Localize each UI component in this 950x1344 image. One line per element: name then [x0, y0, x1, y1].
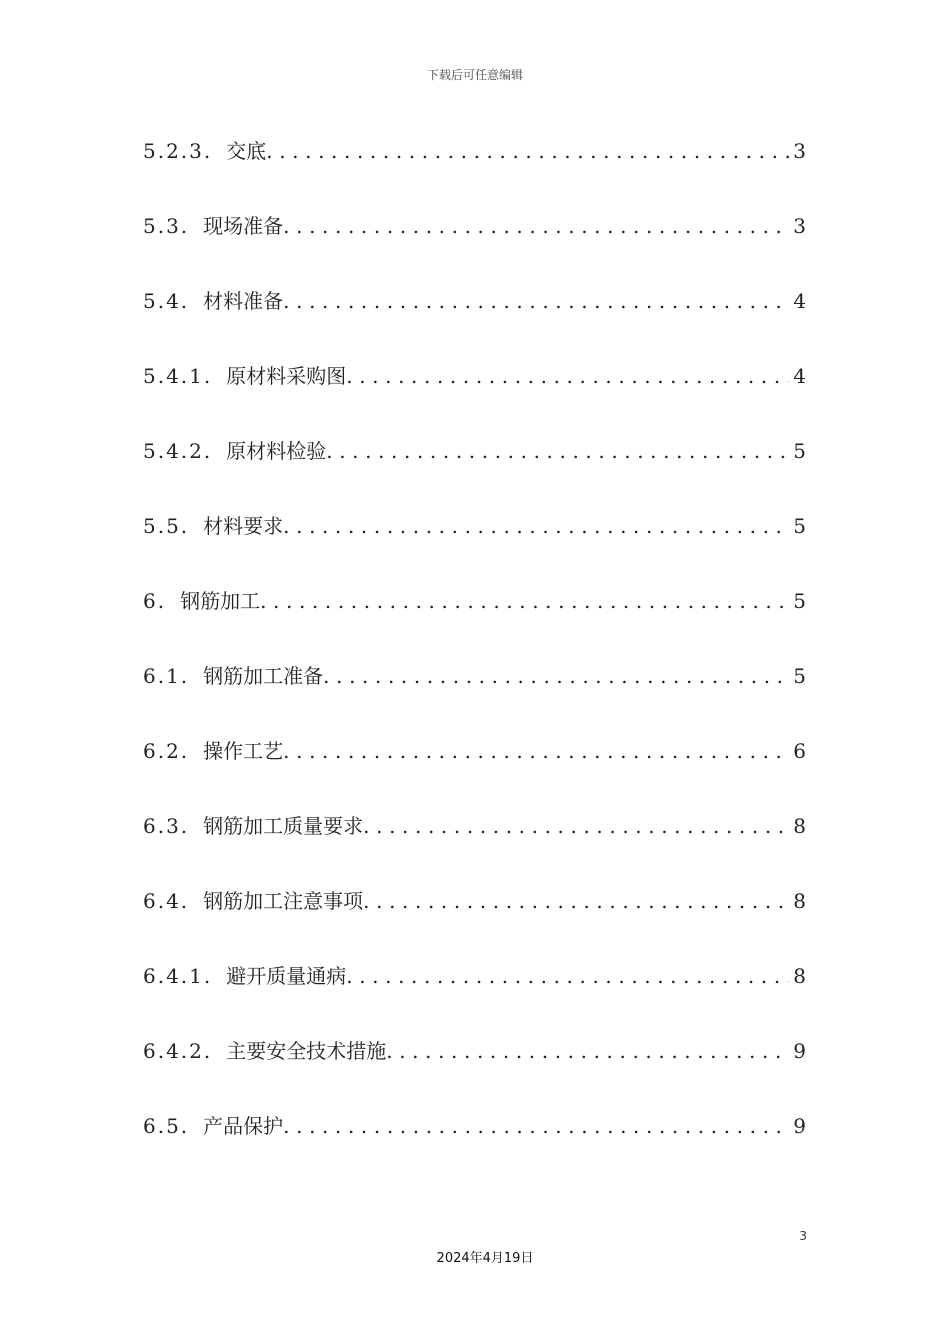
toc-entry-page: 3 — [793, 214, 806, 238]
toc-entry-title: 产品保护 — [203, 1114, 284, 1138]
toc-entry-number: 5.4. — [143, 289, 190, 313]
toc-entry[interactable] — [143, 508, 806, 583]
toc-entry-page: 8 — [793, 814, 806, 838]
toc-entry-page: 5 — [793, 514, 806, 538]
toc-entry-page: 9 — [793, 1039, 806, 1063]
toc-entry-page: 4 — [793, 289, 806, 313]
toc-entry-number: 5.2.3. — [143, 139, 213, 163]
toc-entry[interactable] — [143, 733, 806, 808]
table-of-contents — [143, 133, 806, 1183]
toc-entry-number: 5.4.2. — [143, 439, 213, 463]
toc-entry-page: 8 — [793, 964, 806, 988]
toc-entry-number: 5.5. — [143, 514, 190, 538]
toc-dot-leader — [266, 133, 789, 169]
toc-entry-title: 操作工艺 — [203, 739, 284, 763]
toc-dot-leader — [283, 508, 789, 544]
toc-dot-leader — [323, 658, 789, 694]
toc-entry-page: 8 — [793, 889, 806, 913]
toc-entry[interactable] — [143, 1033, 806, 1108]
toc-entry-number: 6. — [143, 589, 167, 613]
toc-entry-number: 6.2. — [143, 739, 190, 763]
toc-dot-leader — [283, 1108, 789, 1144]
toc-dot-leader — [346, 358, 789, 394]
toc-entry-title: 原材料采购图 — [226, 364, 347, 388]
toc-entry-number: 6.5. — [143, 1114, 190, 1138]
toc-dot-leader — [346, 958, 789, 994]
toc-entry-number: 6.4.2. — [143, 1039, 213, 1063]
toc-entry[interactable] — [143, 583, 806, 658]
toc-entry-page: 5 — [793, 439, 806, 463]
toc-entry-title: 主要安全技术措施 — [226, 1039, 387, 1063]
toc-entry-title: 钢筋加工准备 — [203, 664, 324, 688]
toc-entry-title: 钢筋加工 — [180, 589, 261, 613]
toc-dot-leader — [283, 208, 789, 244]
toc-dot-leader — [283, 283, 789, 319]
toc-entry-page: 9 — [793, 1114, 806, 1138]
toc-dot-leader — [386, 1033, 789, 1069]
toc-entry-page: 5 — [793, 589, 806, 613]
toc-entry-title: 钢筋加工质量要求 — [203, 814, 364, 838]
toc-entry-number: 5.3. — [143, 214, 190, 238]
toc-entry-number: 6.3. — [143, 814, 190, 838]
toc-entry[interactable] — [143, 1108, 806, 1183]
toc-entry-title: 原材料检验 — [226, 439, 327, 463]
page-number: 3 — [799, 1229, 807, 1243]
toc-entry-page: 6 — [793, 739, 806, 763]
toc-entry[interactable] — [143, 433, 806, 508]
toc-entry-page: 3 — [793, 139, 806, 163]
toc-entry[interactable] — [143, 283, 806, 358]
toc-entry-number: 6.1. — [143, 664, 190, 688]
toc-entry[interactable] — [143, 808, 806, 883]
toc-entry-title: 材料要求 — [203, 514, 284, 538]
toc-entry[interactable] — [143, 208, 806, 283]
toc-entry-title: 现场准备 — [203, 214, 284, 238]
toc-entry-number: 5.4.1. — [143, 364, 213, 388]
toc-entry[interactable] — [143, 358, 806, 433]
toc-entry[interactable] — [143, 658, 806, 733]
page-footer-date: 2024年4月19日 — [436, 1251, 534, 1266]
toc-entry-number: 6.4. — [143, 889, 190, 913]
page-header: 下载后可任意编辑 — [426, 68, 523, 82]
toc-entry-page: 5 — [793, 664, 806, 688]
toc-entry-number: 6.4.1. — [143, 964, 213, 988]
toc-dot-leader — [326, 433, 789, 469]
toc-dot-leader — [363, 883, 789, 919]
toc-entry[interactable] — [143, 883, 806, 958]
toc-dot-leader — [260, 583, 789, 619]
toc-entry[interactable] — [143, 133, 806, 208]
toc-entry-title: 材料准备 — [203, 289, 284, 313]
toc-dot-leader — [363, 808, 789, 844]
toc-entry[interactable] — [143, 958, 806, 1033]
toc-entry-title: 避开质量通病 — [226, 964, 347, 988]
toc-entry-title: 交底 — [226, 139, 267, 163]
toc-dot-leader — [283, 733, 789, 769]
toc-entry-title: 钢筋加工注意事项 — [203, 889, 364, 913]
toc-entry-page: 4 — [793, 364, 806, 388]
